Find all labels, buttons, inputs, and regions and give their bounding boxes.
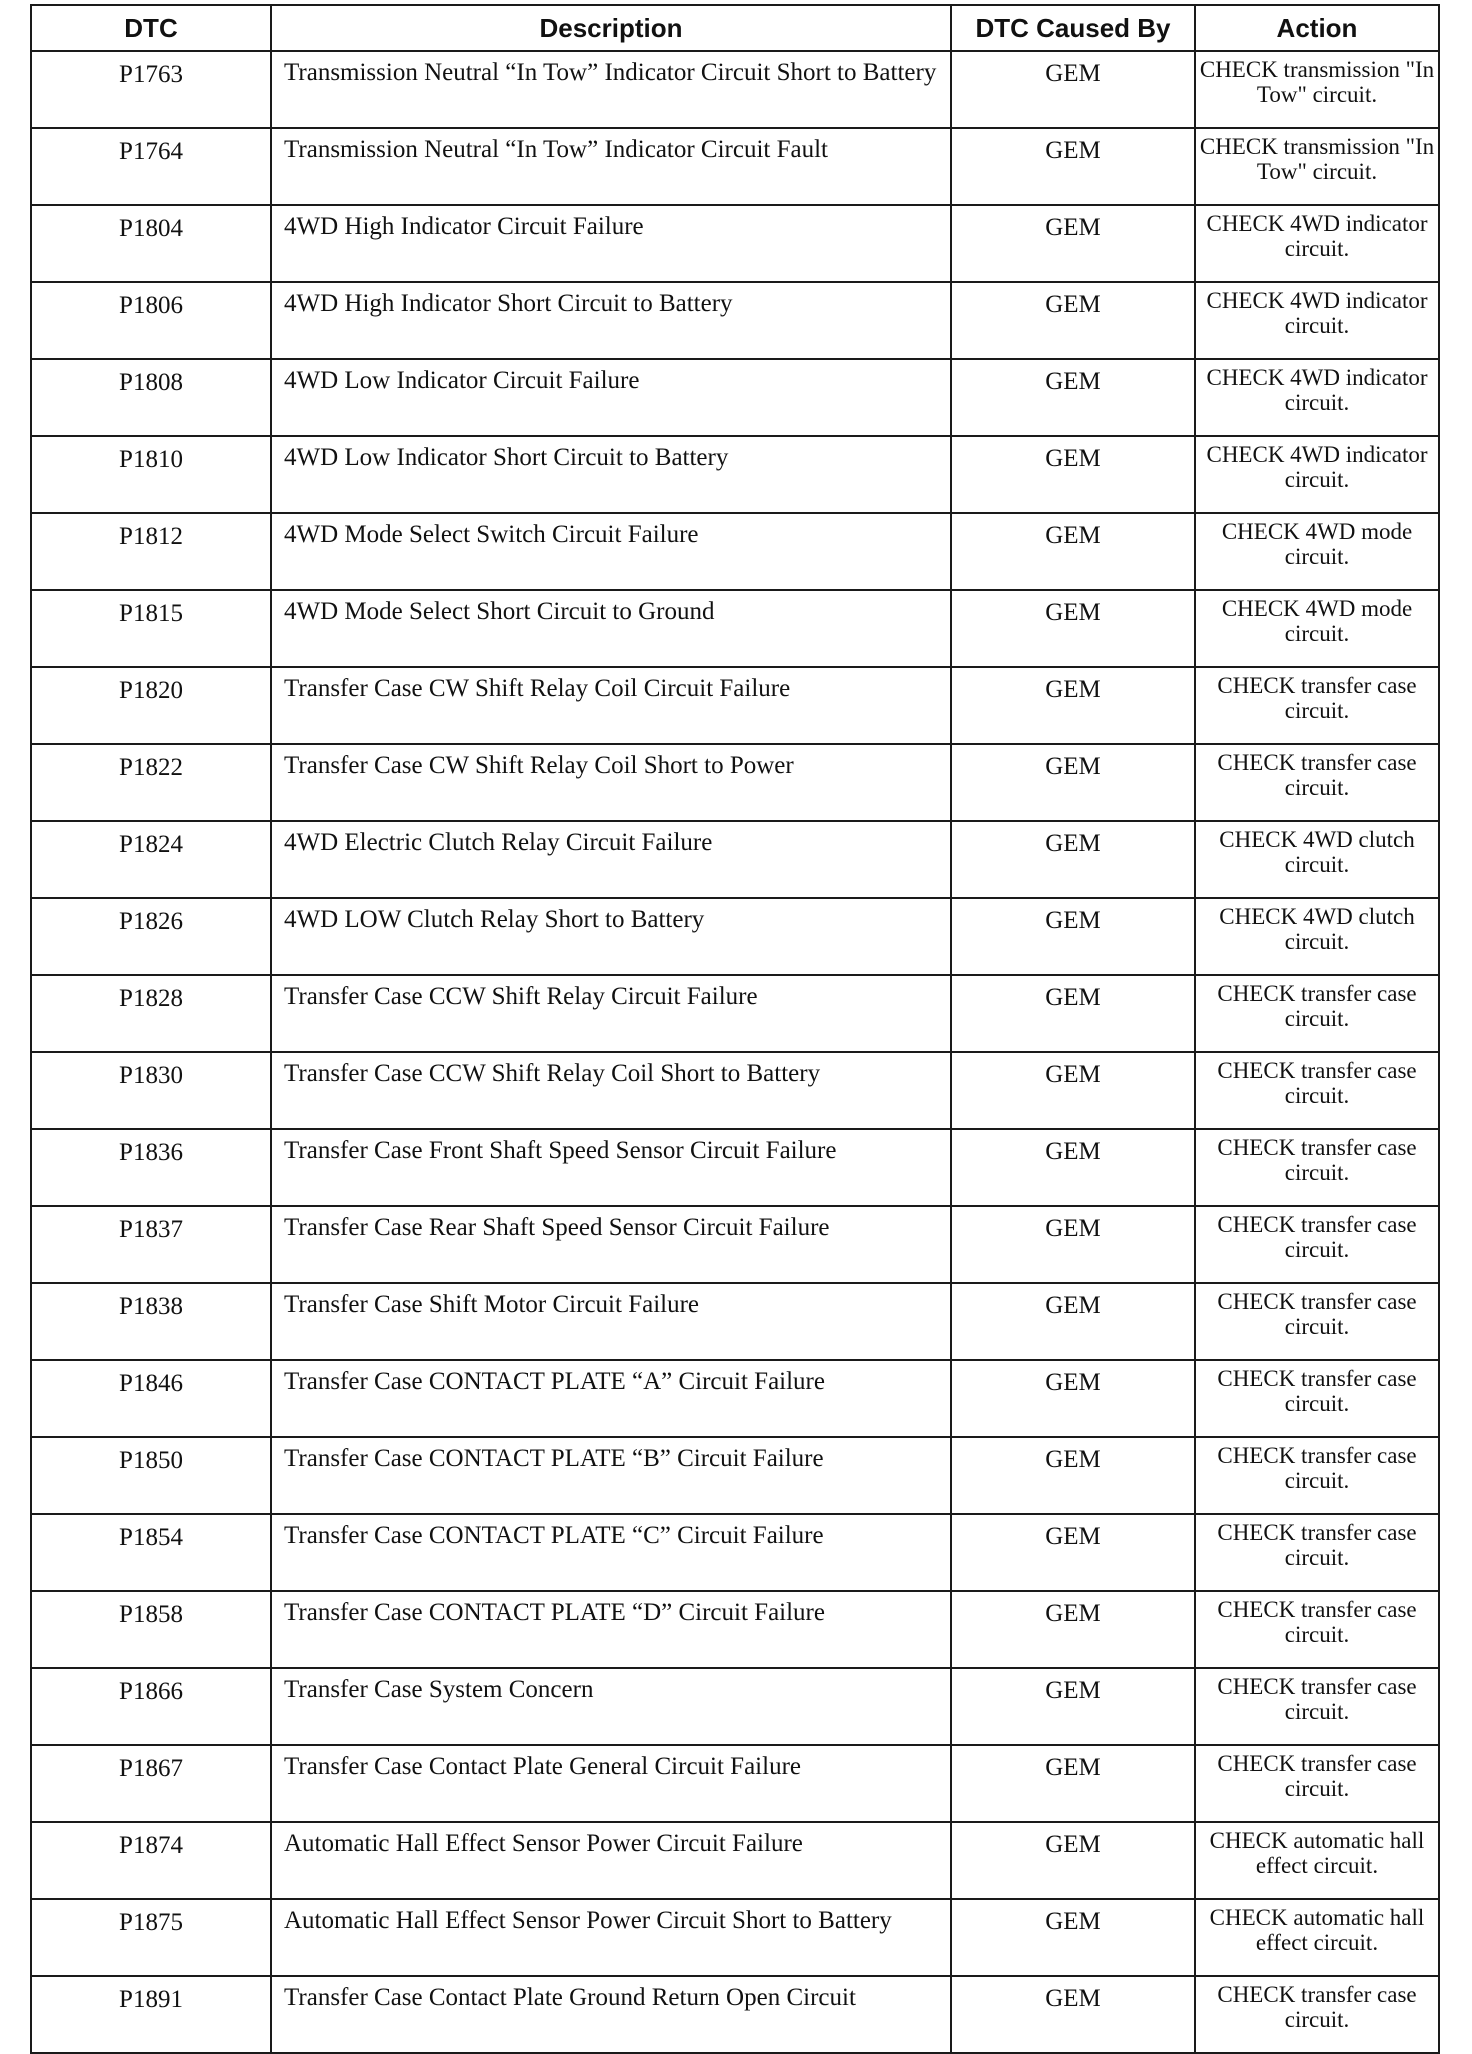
dtc-description: Transfer Case Shift Motor Circuit Failure: [271, 1283, 951, 1360]
table-row: [31, 205, 1439, 282]
table-row: [31, 1822, 1439, 1899]
table-row: [31, 667, 1439, 744]
table-row: [31, 1360, 1439, 1437]
dtc-description: 4WD Low Indicator Circuit Failure: [271, 359, 951, 436]
dtc-caused-by: GEM: [951, 1129, 1195, 1206]
table-row: [31, 1206, 1439, 1283]
dtc-caused-by: GEM: [951, 282, 1195, 359]
dtc-description: Transmission Neutral “In Tow” Indicator Circuit Short to Battery: [271, 51, 951, 128]
dtc-code: P1867: [31, 1745, 271, 1822]
table-header-row: [31, 5, 1439, 51]
table-row: [31, 282, 1439, 359]
dtc-action: CHECK transfer case circuit.: [1195, 1129, 1439, 1206]
dtc-code: P1838: [31, 1283, 271, 1360]
table-row: [31, 1668, 1439, 1745]
table-row: [31, 898, 1439, 975]
dtc-caused-by: GEM: [951, 1976, 1195, 2053]
dtc-action: CHECK 4WD clutch circuit.: [1195, 898, 1439, 975]
dtc-description: 4WD Electric Clutch Relay Circuit Failure: [271, 821, 951, 898]
dtc-code: P1815: [31, 590, 271, 667]
table-row: [31, 744, 1439, 821]
dtc-code: P1824: [31, 821, 271, 898]
dtc-code: P1830: [31, 1052, 271, 1129]
dtc-code: P1763: [31, 51, 271, 128]
table-row: [31, 436, 1439, 513]
dtc-code: P1858: [31, 1591, 271, 1668]
dtc-action: CHECK 4WD indicator circuit.: [1195, 436, 1439, 513]
table-row: [31, 1052, 1439, 1129]
dtc-code: P1826: [31, 898, 271, 975]
dtc-description: 4WD High Indicator Circuit Failure: [271, 205, 951, 282]
dtc-action: CHECK transfer case circuit.: [1195, 1976, 1439, 2053]
dtc-description: Transfer Case Rear Shaft Speed Sensor Circuit Failure: [271, 1206, 951, 1283]
header-description: Description: [271, 5, 951, 51]
table-row: [31, 51, 1439, 128]
dtc-action: CHECK transfer case circuit.: [1195, 1283, 1439, 1360]
dtc-description: Transfer Case Contact Plate General Circuit Failure: [271, 1745, 951, 1822]
dtc-code: P1812: [31, 513, 271, 590]
dtc-caused-by: GEM: [951, 1668, 1195, 1745]
table-row: [31, 821, 1439, 898]
dtc-action: CHECK transfer case circuit.: [1195, 744, 1439, 821]
dtc-code: P1875: [31, 1899, 271, 1976]
dtc-caused-by: GEM: [951, 1899, 1195, 1976]
dtc-description: Transfer Case CONTACT PLATE “D” Circuit Failure: [271, 1591, 951, 1668]
dtc-code: P1808: [31, 359, 271, 436]
dtc-description: Automatic Hall Effect Sensor Power Circuit Failure: [271, 1822, 951, 1899]
dtc-caused-by: GEM: [951, 1822, 1195, 1899]
dtc-code: P1828: [31, 975, 271, 1052]
dtc-caused-by: GEM: [951, 51, 1195, 128]
dtc-caused-by: GEM: [951, 1745, 1195, 1822]
dtc-action: CHECK transfer case circuit.: [1195, 1206, 1439, 1283]
dtc-description: Transfer Case CW Shift Relay Coil Short to Power: [271, 744, 951, 821]
dtc-caused-by: GEM: [951, 975, 1195, 1052]
dtc-description: Transfer Case CONTACT PLATE “C” Circuit Failure: [271, 1514, 951, 1591]
dtc-description: Automatic Hall Effect Sensor Power Circuit Short to Battery: [271, 1899, 951, 1976]
dtc-description: Transfer Case CCW Shift Relay Circuit Failure: [271, 975, 951, 1052]
dtc-caused-by: GEM: [951, 359, 1195, 436]
table-body: [31, 51, 1439, 2053]
dtc-caused-by: GEM: [951, 1283, 1195, 1360]
table-row: [31, 590, 1439, 667]
dtc-caused-by: GEM: [951, 590, 1195, 667]
dtc-description: Transfer Case System Concern: [271, 1668, 951, 1745]
dtc-caused-by: GEM: [951, 1360, 1195, 1437]
dtc-action: CHECK 4WD indicator circuit.: [1195, 359, 1439, 436]
dtc-description: Transmission Neutral “In Tow” Indicator Circuit Fault: [271, 128, 951, 205]
dtc-action: CHECK automatic hall effect circuit.: [1195, 1899, 1439, 1976]
dtc-description: 4WD High Indicator Short Circuit to Battery: [271, 282, 951, 359]
dtc-caused-by: GEM: [951, 1591, 1195, 1668]
dtc-code: P1806: [31, 282, 271, 359]
dtc-code: P1891: [31, 1976, 271, 2053]
dtc-action: CHECK transfer case circuit.: [1195, 1360, 1439, 1437]
dtc-code: P1820: [31, 667, 271, 744]
header-dtc: DTC: [31, 5, 271, 51]
table-row: [31, 975, 1439, 1052]
table-row: [31, 359, 1439, 436]
dtc-action: CHECK transfer case circuit.: [1195, 1514, 1439, 1591]
dtc-description: 4WD Low Indicator Short Circuit to Battery: [271, 436, 951, 513]
dtc-description: Transfer Case CONTACT PLATE “A” Circuit Failure: [271, 1360, 951, 1437]
dtc-description: Transfer Case CCW Shift Relay Coil Short to Battery: [271, 1052, 951, 1129]
table-row: [31, 1976, 1439, 2053]
dtc-description: Transfer Case Contact Plate Ground Return Open Circuit: [271, 1976, 951, 2053]
dtc-code: P1764: [31, 128, 271, 205]
dtc-caused-by: GEM: [951, 1514, 1195, 1591]
dtc-caused-by: GEM: [951, 128, 1195, 205]
dtc-action: CHECK 4WD indicator circuit.: [1195, 282, 1439, 359]
dtc-action: CHECK 4WD mode circuit.: [1195, 590, 1439, 667]
dtc-action: CHECK 4WD clutch circuit.: [1195, 821, 1439, 898]
dtc-code: P1836: [31, 1129, 271, 1206]
dtc-code: P1846: [31, 1360, 271, 1437]
dtc-code: P1810: [31, 436, 271, 513]
dtc-action: CHECK automatic hall effect circuit.: [1195, 1822, 1439, 1899]
dtc-description: 4WD Mode Select Short Circuit to Ground: [271, 590, 951, 667]
dtc-action: CHECK transmission "In Tow" circuit.: [1195, 51, 1439, 128]
dtc-action: CHECK transfer case circuit.: [1195, 1591, 1439, 1668]
dtc-code: P1822: [31, 744, 271, 821]
table-row: [31, 1591, 1439, 1668]
dtc-caused-by: GEM: [951, 436, 1195, 513]
dtc-caused-by: GEM: [951, 513, 1195, 590]
dtc-caused-by: GEM: [951, 667, 1195, 744]
dtc-caused-by: GEM: [951, 205, 1195, 282]
dtc-code: P1854: [31, 1514, 271, 1591]
dtc-code: P1837: [31, 1206, 271, 1283]
table-row: [31, 1283, 1439, 1360]
dtc-caused-by: GEM: [951, 1206, 1195, 1283]
dtc-description: Transfer Case Front Shaft Speed Sensor Circuit Failure: [271, 1129, 951, 1206]
dtc-code: P1804: [31, 205, 271, 282]
dtc-caused-by: GEM: [951, 744, 1195, 821]
dtc-caused-by: GEM: [951, 1052, 1195, 1129]
dtc-action: CHECK 4WD mode circuit.: [1195, 513, 1439, 590]
table-row: [31, 1899, 1439, 1976]
dtc-action: CHECK transfer case circuit.: [1195, 975, 1439, 1052]
dtc-action: CHECK transfer case circuit.: [1195, 1052, 1439, 1129]
dtc-description: Transfer Case CW Shift Relay Coil Circuit Failure: [271, 667, 951, 744]
dtc-description: 4WD LOW Clutch Relay Short to Battery: [271, 898, 951, 975]
dtc-caused-by: GEM: [951, 898, 1195, 975]
dtc-description: Transfer Case CONTACT PLATE “B” Circuit Failure: [271, 1437, 951, 1514]
table-row: [31, 128, 1439, 205]
dtc-caused-by: GEM: [951, 821, 1195, 898]
table-row: [31, 1437, 1439, 1514]
dtc-description: 4WD Mode Select Switch Circuit Failure: [271, 513, 951, 590]
table-row: [31, 1129, 1439, 1206]
dtc-action: CHECK transfer case circuit.: [1195, 1745, 1439, 1822]
dtc-action: CHECK transmission "In Tow" circuit.: [1195, 128, 1439, 205]
header-action: Action: [1195, 5, 1439, 51]
dtc-action: CHECK 4WD indicator circuit.: [1195, 205, 1439, 282]
dtc-action: CHECK transfer case circuit.: [1195, 667, 1439, 744]
dtc-action: CHECK transfer case circuit.: [1195, 1437, 1439, 1514]
table-row: [31, 1745, 1439, 1822]
dtc-table: [30, 4, 1440, 2054]
dtc-code: P1874: [31, 1822, 271, 1899]
dtc-action: CHECK transfer case circuit.: [1195, 1668, 1439, 1745]
table-row: [31, 1514, 1439, 1591]
dtc-code: P1866: [31, 1668, 271, 1745]
dtc-caused-by: GEM: [951, 1437, 1195, 1514]
dtc-code: P1850: [31, 1437, 271, 1514]
header-caused-by: DTC Caused By: [951, 5, 1195, 51]
table-row: [31, 513, 1439, 590]
